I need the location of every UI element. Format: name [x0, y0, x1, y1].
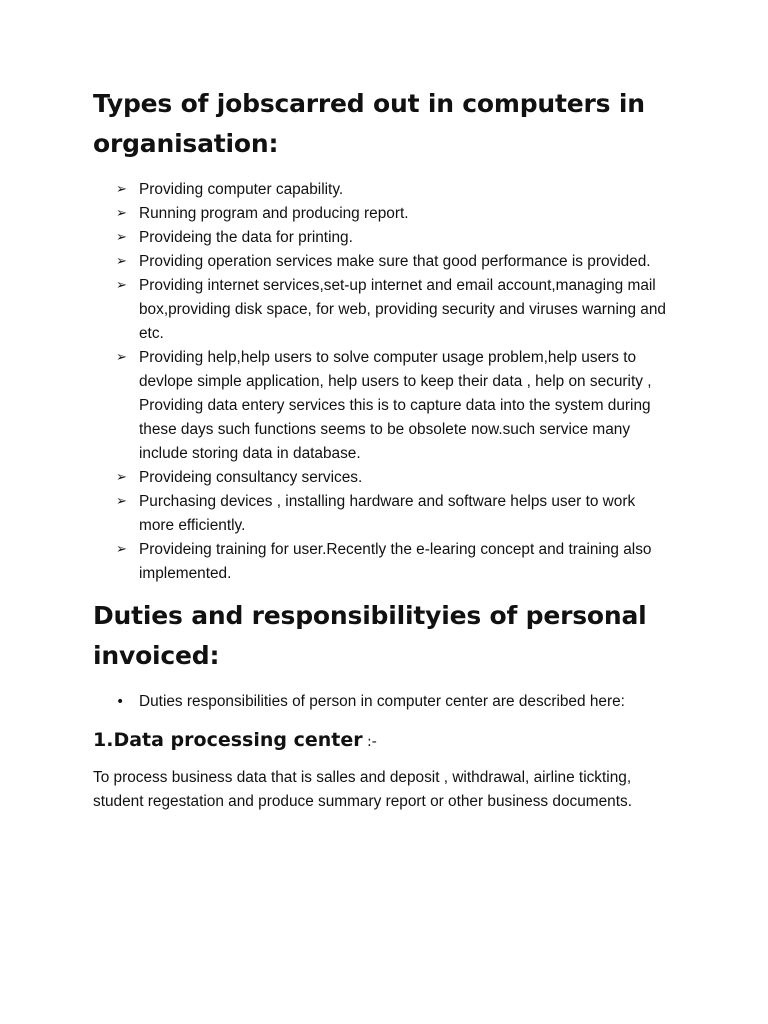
list-item: ➢ Purchasing devices , installing hardware and software helps user to work more efficiently. — [93, 490, 669, 538]
duties-list — [93, 690, 693, 714]
list-item: • Duties responsibilities of person in computer center are described here: — [93, 690, 693, 714]
subsection-heading-data-processing: 1.Data processing center :- — [93, 729, 377, 751]
list-item: ➢ Running program and producing report. — [93, 202, 669, 226]
list-item: ➢ Provideing consultancy services. — [93, 466, 669, 490]
document-page — [93, 84, 693, 814]
dot-bullet-icon: • — [116, 694, 125, 710]
list-item: ➢ Providing internet services,set-up internet and email account,managing mail box,providing disk space, for web, providing security and viruses warning and etc. — [93, 274, 669, 346]
arrow-bullet-icon: ➢ — [116, 182, 127, 197]
list-item: ➢ Provideing training for user.Recently the e-learing concept and training also implemented. — [93, 538, 669, 586]
list-item: ➢ Providing computer capability. — [93, 178, 669, 202]
section-heading-types-of-jobs: Types of jobscarred out in computers in organisation: — [93, 89, 645, 158]
arrow-bullet-icon: ➢ — [116, 542, 127, 557]
list-item: ➢ Providing operation services make sure that good performance is provided. — [93, 250, 669, 274]
arrow-bullet-icon: ➢ — [116, 230, 127, 245]
jobs-list — [93, 178, 693, 586]
arrow-bullet-icon: ➢ — [116, 254, 127, 269]
arrow-bullet-icon: ➢ — [116, 350, 127, 365]
data-processing-paragraph: To process business data that is salles and deposit , withdrawal, airline tickting, student regestation and produce summary report or other business documents. — [93, 769, 632, 810]
arrow-bullet-icon: ➢ — [116, 206, 127, 221]
list-item: ➢ Provideing the data for printing. — [93, 226, 669, 250]
arrow-bullet-icon: ➢ — [116, 278, 127, 293]
list-item: ➢ Providing help,help users to solve computer usage problem,help users to devlope simple application, help users to keep their data , help on security , Providing data entery services this is to capture data into the system during these days such functions seems to be obsolete now.such service many include storing data in database. — [93, 346, 669, 466]
section-heading-duties: Duties and responsibilityies of personal invoiced: — [93, 601, 647, 670]
arrow-bullet-icon: ➢ — [116, 494, 127, 509]
arrow-bullet-icon: ➢ — [116, 470, 127, 485]
